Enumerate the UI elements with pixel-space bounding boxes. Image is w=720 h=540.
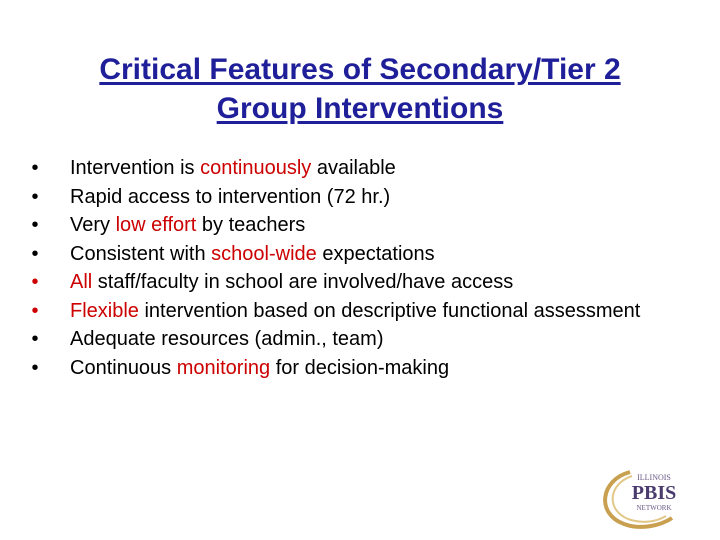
bullet-highlight: Flexible <box>70 299 139 322</box>
bullet-text: Adequate resources (admin., team) <box>70 328 384 350</box>
bullet-item <box>28 211 668 240</box>
bullet-text: Continuous <box>70 356 177 379</box>
bullet-text: Rapid access to intervention (72 hr.) <box>70 185 391 208</box>
bullet-highlight: All <box>70 271 93 293</box>
bullet-highlight: low effort <box>115 214 197 236</box>
logo-text-pbis: PBIS <box>631 482 677 504</box>
logo-text-network: NETWORK <box>636 504 672 512</box>
bullet-item <box>28 297 668 326</box>
bullet-text: staff/faculty in school are involved/have access <box>92 271 514 293</box>
bullet-dot: • <box>31 299 39 322</box>
bullet-dot: • <box>31 356 39 379</box>
bullet-text: Very <box>70 214 116 236</box>
bullet-text: available <box>311 157 396 179</box>
bullet-highlight: continuously <box>200 157 312 179</box>
bullet-item <box>28 268 668 297</box>
bullet-highlight: monitoring <box>176 356 271 379</box>
bullet-highlight: school-wide <box>211 242 317 265</box>
bullet-dot: • <box>31 242 39 265</box>
bullet-item <box>28 240 668 269</box>
bullet-text: expectations <box>316 242 435 265</box>
bullet-item <box>28 354 668 383</box>
bullet-dot: • <box>31 271 39 293</box>
title-line-1: Critical Features of Secondary/Tier 2 <box>99 53 621 86</box>
bullet-text: Consistent with <box>70 242 212 265</box>
bullet-item <box>28 154 668 183</box>
title-line-2: Group Interventions <box>216 92 504 125</box>
bullet-list <box>28 154 668 382</box>
bullet-text: intervention based on descriptive functional assessment <box>138 299 641 322</box>
bullet-text: Intervention is <box>70 157 201 179</box>
bullet-dot: • <box>31 328 39 350</box>
bullet-item <box>28 325 668 354</box>
bullet-text: for decision-making <box>270 356 450 379</box>
bullet-item <box>28 183 668 212</box>
bullet-text: by teachers <box>196 214 306 236</box>
slide-title <box>20 50 700 128</box>
bullet-dot: • <box>31 157 39 179</box>
illinois-pbis-network-logo <box>590 462 710 532</box>
bullet-dot: • <box>31 214 39 236</box>
logo-text-illinois: ILLINOIS <box>637 473 671 482</box>
bullet-dot: • <box>31 185 39 208</box>
